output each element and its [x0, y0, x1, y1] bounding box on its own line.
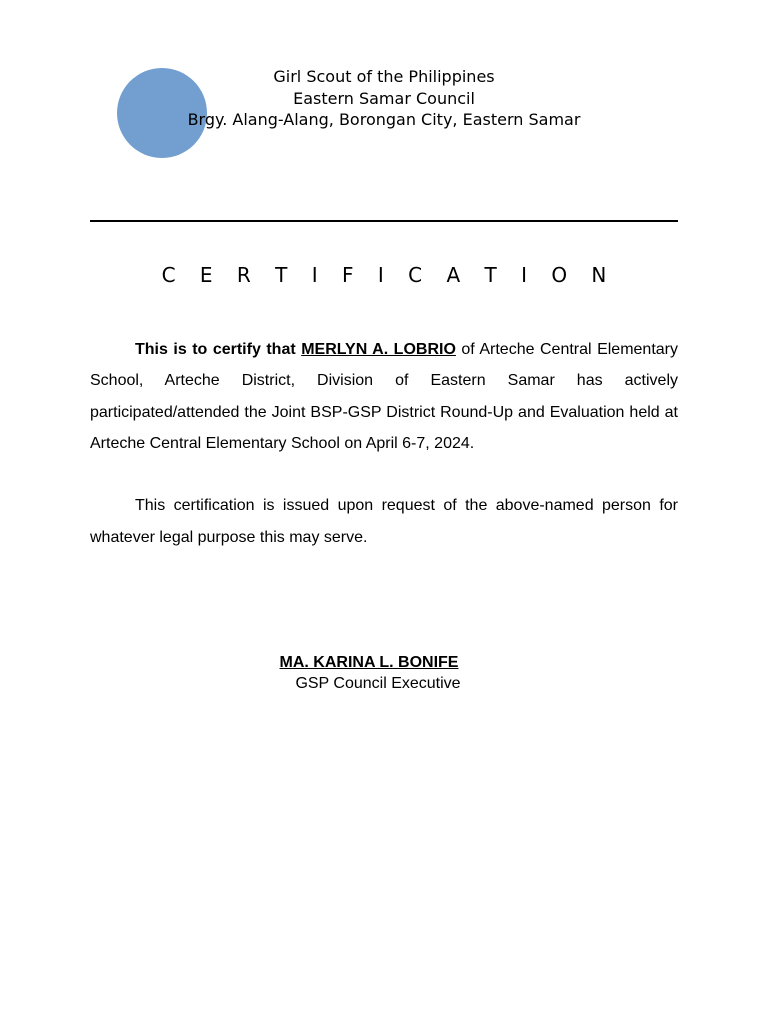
- certify-details: of Arteche Central Elementary School, Arteche District, Division of Eastern Samar has actively participated/attended the Joint BSP-GSP District Round-Up and Evaluation held at Arteche Central Elementary School on April 6-7, 2024.: [90, 341, 679, 452]
- letterhead: [90, 66, 678, 131]
- signature-block: [230, 652, 508, 694]
- org-name: Girl Scout of the Philippines: [273, 67, 495, 86]
- header-divider: [90, 220, 678, 222]
- paragraph-certify: [90, 334, 678, 459]
- document-title: C E R T I F I C A T I O N: [161, 263, 616, 287]
- org-address: Brgy. Alang-Alang, Borongan City, Eastern Samar: [187, 110, 581, 129]
- certify-lead: This is to certify that: [135, 341, 296, 358]
- paragraph-purpose: This certification is issued upon request of the above-named person for whatever legal purpose this may serve.: [90, 497, 678, 546]
- certified-person-name: MERLYN A. LOBRIO: [301, 341, 456, 358]
- signatory-name: MA. KARINA L. BONIFE: [279, 654, 459, 671]
- certification-body: [90, 334, 678, 553]
- council-name: Eastern Samar Council: [293, 88, 475, 108]
- signatory-position: GSP Council Executive: [295, 675, 461, 692]
